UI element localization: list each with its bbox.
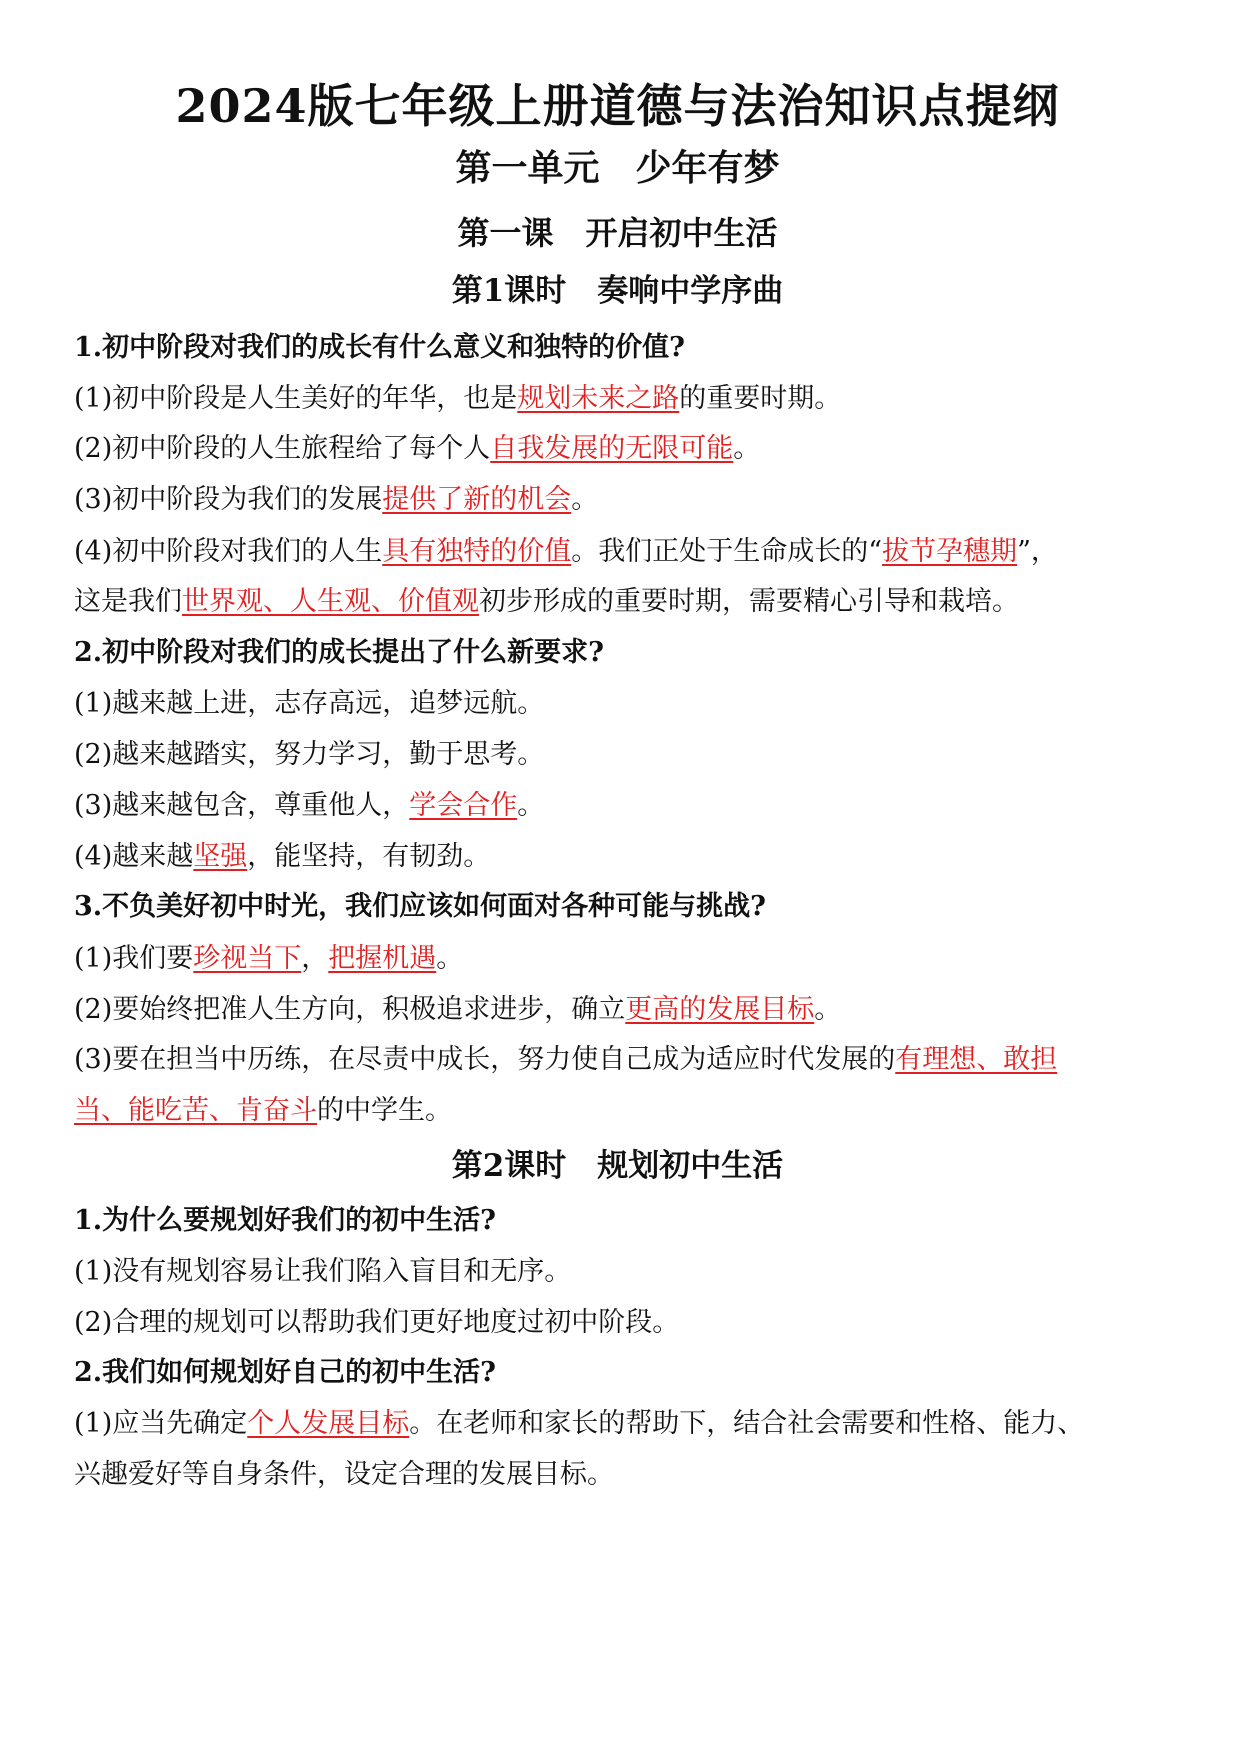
answer-text: 。在老师和家长的帮助下，结合社会需要和性格、能力、 (409, 1408, 1085, 1439)
answer-line: 兴趣爱好等自身条件，设定合理的发展目标。 (74, 1459, 614, 1490)
answer-line (74, 533, 1174, 571)
key-point: 把握机遇 (328, 943, 437, 974)
answer-text: 的中学生。 (317, 1095, 452, 1126)
key-point: 珍视当下 (193, 943, 302, 974)
answer-text: 。 (814, 994, 842, 1025)
answer-text: (3)越来越包含，尊重他人， (74, 790, 410, 821)
answer-text: 。 (517, 790, 545, 821)
lesson-heading: 第一课 开启初中生活 (457, 214, 778, 252)
answer-text: (1)应当先确定 (74, 1408, 248, 1439)
unit-heading: 第一单元 少年有梦 (455, 147, 780, 189)
question-1: 1.初中阶段对我们的成长有什么意义和独特的价值? (74, 332, 686, 363)
answer-text: (4)越来越 (74, 841, 194, 872)
answer-line: (1)越来越上进，志存高远，追梦远航。 (74, 688, 545, 719)
key-point: 有理想、敢担 (895, 1044, 1058, 1075)
answer-text: 。我们正处于生命成长的“ (571, 536, 883, 567)
answer-line: (2)越来越踏实，努力学习，勤于思考。 (74, 739, 545, 770)
answer-text: (1)初中阶段是人生美好的年华，也是 (74, 383, 518, 414)
period-1-heading: 第1课时 奏响中学序曲 (451, 273, 784, 309)
key-point: 具有独特的价值 (382, 536, 572, 567)
answer-text: 这是我们 (74, 586, 182, 617)
answer-line (74, 430, 1174, 468)
answer-text: (1)我们要 (74, 943, 194, 974)
question-3: 3.不负美好初中时光，我们应该如何面对各种可能与挑战? (74, 891, 767, 922)
key-point: 更高的发展目标 (625, 994, 815, 1025)
answer-text: (3)初中阶段为我们的发展 (74, 484, 383, 515)
period-2-heading: 第2课时 规划初中生活 (451, 1148, 784, 1184)
answer-text: 的重要时期。 (679, 383, 842, 414)
key-point: 拔节孕穗期 (882, 536, 1018, 567)
answer-line (74, 787, 1174, 825)
answer-line (74, 991, 1174, 1029)
key-point: 学会合作 (409, 790, 518, 821)
answer-text: (2)初中阶段的人生旅程给了每个人 (74, 433, 491, 464)
answer-line (74, 838, 1174, 876)
key-point: 规划未来之路 (517, 383, 680, 414)
answer-line (74, 940, 1174, 978)
answer-line (74, 1405, 1174, 1443)
answer-line (74, 380, 1174, 418)
answer-text: (3)要在担当中历练，在尽责中成长，努力使自己成为适应时代发展的 (74, 1044, 896, 1075)
answer-text: 。 (571, 484, 599, 515)
answer-line: (1)没有规划容易让我们陷入盲目和无序。 (74, 1256, 572, 1287)
answer-text: ，能坚持，有韧劲。 (247, 841, 491, 872)
answer-text: 初步形成的重要时期，需要精心引导和栽培。 (479, 586, 1019, 617)
key-point: 坚强 (193, 841, 248, 872)
answer-text: (2)要始终把准人生方向，积极追求进步，确立 (74, 994, 626, 1025)
answer-line (74, 1041, 1174, 1079)
key-point: 提供了新的机会 (382, 484, 572, 515)
answer-text: 。 (436, 943, 464, 974)
answer-line (74, 1092, 1174, 1130)
question-2: 2.我们如何规划好自己的初中生活? (74, 1357, 497, 1388)
key-point: 个人发展目标 (247, 1408, 410, 1439)
answer-line (74, 583, 1174, 621)
answer-line: (2)合理的规划可以帮助我们更好地度过初中阶段。 (74, 1307, 680, 1338)
document-title: 2024版七年级上册道德与法治知识点提纲 (175, 79, 1060, 133)
answer-text: (4)初中阶段对我们的人生 (74, 536, 383, 567)
answer-text: 。 (733, 433, 761, 464)
question-2: 2.初中阶段对我们的成长提出了什么新要求? (74, 637, 605, 668)
key-point: 世界观、人生观、价值观 (182, 586, 479, 617)
answer-text: ”， (1017, 536, 1058, 567)
key-point: 当、能吃苦、肯奋斗 (74, 1095, 317, 1126)
answer-text: ， (301, 943, 329, 974)
key-point: 自我发展的无限可能 (490, 433, 734, 464)
question-1: 1.为什么要规划好我们的初中生活? (74, 1205, 497, 1236)
answer-line (74, 481, 1174, 519)
